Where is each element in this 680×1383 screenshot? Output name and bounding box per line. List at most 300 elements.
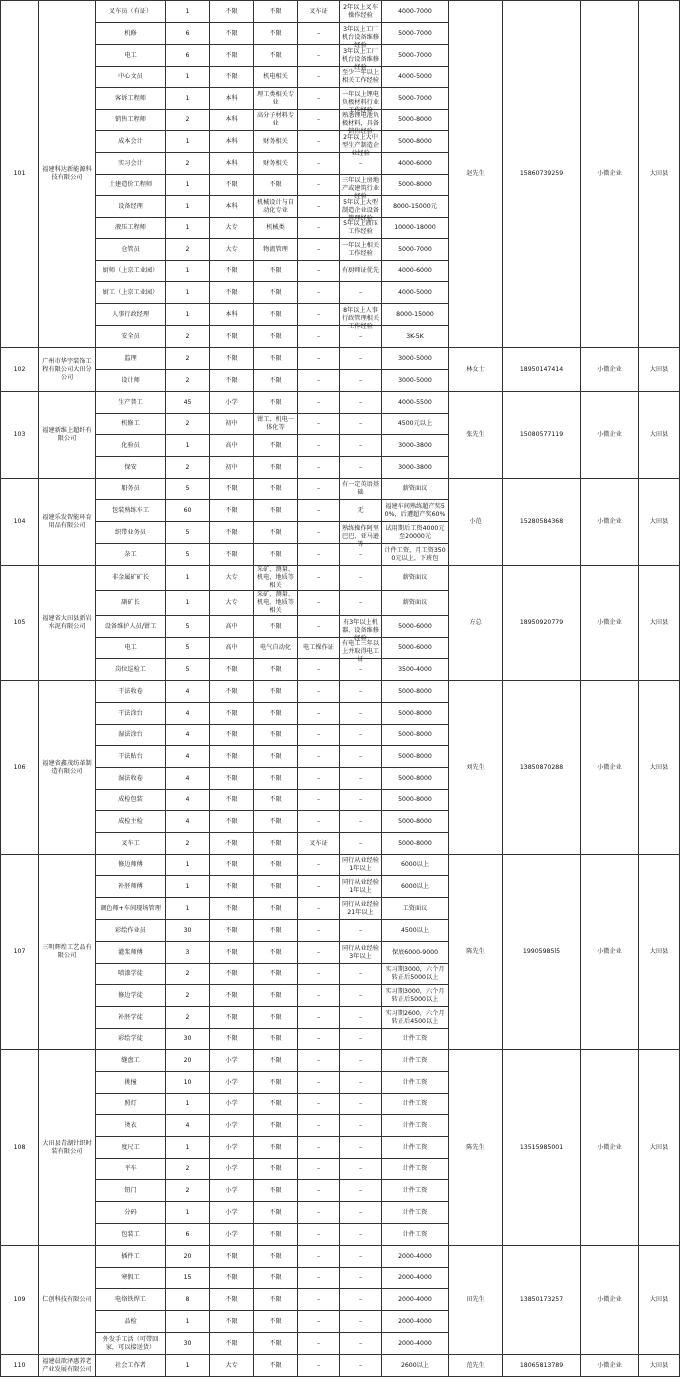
salary-text: 5000-8000 xyxy=(398,731,432,738)
experience-cell xyxy=(340,1007,382,1029)
salary-text: 5000-7000 xyxy=(398,51,432,59)
major-cell: 电气自动化 xyxy=(254,638,298,659)
headcount-cell: 20 xyxy=(166,1050,210,1072)
salary-text: 5000-7000 xyxy=(398,29,432,37)
company-name-cell: 三明辉煌工艺品有限公司 xyxy=(39,855,96,1050)
major-cell: 不限 xyxy=(254,964,298,985)
job-title-cell: 杂工 xyxy=(96,544,166,566)
company-name-cell: 仁创科技有限公司 xyxy=(39,1246,96,1355)
job-title-cell: 外发手工活（可带回家，可以接送货） xyxy=(96,1333,166,1355)
experience-text: – xyxy=(358,709,363,717)
experience-text: – xyxy=(358,687,363,695)
job-title-cell: 包装工 xyxy=(96,1224,166,1246)
enterprise-type-cell: 小微企业 xyxy=(581,392,639,479)
education-cell: 不限 xyxy=(210,768,254,790)
major-cell: 不限 xyxy=(254,1,298,23)
certificate-cell: – xyxy=(298,790,340,811)
experience-text: 3年以上工厂机台设备维修经验 xyxy=(341,47,380,71)
education-cell: 本科 xyxy=(210,131,254,153)
job-title-cell: 社会工作者 xyxy=(96,1355,166,1377)
certificate-cell: – xyxy=(298,1311,340,1333)
headcount-cell: 5 xyxy=(166,616,210,638)
salary-cell xyxy=(382,23,449,45)
table-row xyxy=(1,1,680,23)
headcount-cell: 5 xyxy=(166,479,210,500)
major-cell: 采矿、测量、机电、地质等相关 xyxy=(254,566,298,591)
job-title-cell: 织带业务员 xyxy=(96,522,166,544)
major-cell: 不限 xyxy=(254,457,298,479)
certificate-cell: – xyxy=(298,768,340,790)
table-row xyxy=(1,392,680,414)
headcount-cell: 2 xyxy=(166,1180,210,1202)
experience-cell xyxy=(340,131,382,157)
job-title-cell: 干法涂台 xyxy=(96,703,166,725)
experience-text: 有厨师证优先 xyxy=(341,267,380,274)
headcount-cell: 30 xyxy=(166,1029,210,1050)
education-cell: 大专 xyxy=(210,218,254,239)
experience-cell xyxy=(340,67,382,88)
headcount-cell: 2 xyxy=(166,348,210,370)
certificate-cell: – xyxy=(298,566,340,591)
certificate-cell: – xyxy=(298,153,340,175)
education-cell: 不限 xyxy=(210,746,254,768)
enterprise-type-cell: 小微企业 xyxy=(581,479,639,566)
headcount-cell: 1 xyxy=(166,261,210,282)
experience-text: – xyxy=(358,354,363,362)
salary-text: 计件工资 xyxy=(402,1230,428,1238)
major-cell: 机械类 xyxy=(254,218,298,239)
job-title-cell: 成检包装 xyxy=(96,790,166,811)
major-cell: 机电相关 xyxy=(254,67,298,88)
education-cell: 不限 xyxy=(210,1,254,23)
education-cell: 不限 xyxy=(210,985,254,1007)
certificate-cell: – xyxy=(298,746,340,768)
contact-phone-cell: 19905985l5 xyxy=(503,855,581,1050)
experience-cell xyxy=(340,1224,382,1246)
certificate-cell: – xyxy=(298,392,340,414)
education-cell: 不限 xyxy=(210,681,254,703)
job-title-cell: 保安 xyxy=(96,457,166,479)
experience-text: – xyxy=(358,1143,363,1151)
county-cell: 大田县 xyxy=(639,1,680,348)
experience-text: 一年以上锂电负极材料行业工作经验 xyxy=(341,90,380,114)
table-row xyxy=(1,855,680,876)
major-cell: 财务相关 xyxy=(254,153,298,175)
contact-phone-cell: 15280584368 xyxy=(503,479,581,566)
experience-text: – xyxy=(358,774,363,782)
salary-text: 10000-18000 xyxy=(394,224,436,231)
experience-text: – xyxy=(358,1165,363,1172)
major-cell: 不限 xyxy=(254,659,298,681)
certificate-cell: – xyxy=(298,703,340,725)
education-cell: 不限 xyxy=(210,659,254,681)
job-title-cell: 补胚学徒 xyxy=(96,1007,166,1029)
education-cell: 小学 xyxy=(210,1202,254,1224)
experience-text: – xyxy=(358,817,363,825)
table-row xyxy=(1,681,680,703)
salary-cell xyxy=(382,898,449,920)
contact-person-cell: 田先生 xyxy=(449,1246,503,1355)
experience-text: 熟悉锂电池负极材料，具备销售经验 xyxy=(341,112,380,135)
job-title-cell: 叉车工 xyxy=(96,833,166,855)
salary-text: 实习期3000，六个月转正后5000以上 xyxy=(385,966,445,981)
salary-text: 4000-6000 xyxy=(398,159,432,167)
experience-text: – xyxy=(358,1295,363,1303)
salary-cell xyxy=(382,175,449,196)
major-cell: 不限 xyxy=(254,175,298,196)
major-cell: 不限 xyxy=(254,1268,298,1289)
experience-cell xyxy=(340,1202,382,1224)
headcount-cell: 1 xyxy=(166,1202,210,1224)
contact-person-cell: 张先生 xyxy=(449,392,503,479)
certificate-cell: – xyxy=(298,348,340,370)
major-cell: 高分子材料专业 xyxy=(254,110,298,131)
salary-cell xyxy=(382,1246,449,1268)
experience-cell xyxy=(340,435,382,457)
education-cell: 小学 xyxy=(210,1137,254,1159)
headcount-cell: 1 xyxy=(166,282,210,304)
experience-cell xyxy=(340,282,382,304)
salary-cell xyxy=(382,544,449,566)
salary-cell xyxy=(382,1072,449,1094)
education-cell: 本科 xyxy=(210,196,254,218)
salary-cell xyxy=(382,370,449,392)
county-cell: 大田县 xyxy=(639,1355,680,1377)
job-title-cell: 修边师傅 xyxy=(96,855,166,876)
certificate-cell: – xyxy=(298,1202,340,1224)
major-cell: 不限 xyxy=(254,876,298,898)
job-title-cell: 机修工 xyxy=(96,414,166,435)
salary-cell xyxy=(382,261,449,282)
certificate-cell: – xyxy=(298,326,340,348)
experience-text: – xyxy=(358,1274,363,1281)
experience-cell xyxy=(340,1246,382,1268)
experience-cell xyxy=(340,725,382,746)
headcount-cell: 4 xyxy=(166,811,210,833)
salary-cell xyxy=(382,392,449,414)
certificate-cell: – xyxy=(298,1137,340,1159)
salary-text: 薪资面议 xyxy=(402,599,428,606)
contact-person-cell: 陈先生 xyxy=(449,1050,503,1246)
table-row xyxy=(1,1050,680,1072)
experience-text: – xyxy=(358,1035,363,1042)
headcount-cell: 6 xyxy=(166,1224,210,1246)
salary-cell xyxy=(382,566,449,591)
salary-cell xyxy=(382,638,449,659)
headcount-cell: 5 xyxy=(166,659,210,681)
contact-person-cell: 赵先生 xyxy=(449,1,503,348)
certificate-cell: 叉车证 xyxy=(298,1,340,23)
headcount-cell: 30 xyxy=(166,920,210,942)
headcount-cell: 4 xyxy=(166,1115,210,1137)
salary-cell xyxy=(382,1202,449,1224)
experience-text: – xyxy=(358,550,363,558)
experience-cell xyxy=(340,638,382,663)
major-cell: 不限 xyxy=(254,920,298,942)
certificate-cell: – xyxy=(298,1029,340,1050)
salary-cell xyxy=(382,1333,449,1355)
job-title-cell: 调色师+车间现场管理 xyxy=(96,898,166,920)
major-cell: 不限 xyxy=(254,725,298,746)
experience-cell xyxy=(340,920,382,942)
salary-text: 2000-4000 xyxy=(398,1295,432,1303)
salary-cell xyxy=(382,1311,449,1333)
table-row xyxy=(1,1355,680,1377)
experience-cell xyxy=(340,23,382,49)
job-title-cell: 品检 xyxy=(96,1311,166,1333)
headcount-cell: 4 xyxy=(166,703,210,725)
experience-cell xyxy=(340,1137,382,1159)
job-title-cell: 土建造价工程师 xyxy=(96,175,166,196)
major-cell: 不限 xyxy=(254,898,298,920)
major-cell: 不限 xyxy=(254,479,298,500)
job-title-cell: 喷漆学徒 xyxy=(96,964,166,985)
enterprise-type-cell: 小微企业 xyxy=(581,1050,639,1246)
salary-cell xyxy=(382,790,449,811)
education-cell: 小学 xyxy=(210,1224,254,1246)
salary-text: 5000-8000 xyxy=(398,796,432,803)
experience-text: – xyxy=(358,1317,363,1325)
major-cell: 不限 xyxy=(254,45,298,67)
education-cell: 不限 xyxy=(210,544,254,566)
salary-cell xyxy=(382,985,449,1007)
headcount-cell: 6 xyxy=(166,23,210,45)
certificate-cell: – xyxy=(298,23,340,45)
job-title-cell: 寒假工 xyxy=(96,1268,166,1289)
job-title-cell: 非金属矿矿长 xyxy=(96,566,166,591)
enterprise-type-cell: 小微企业 xyxy=(581,348,639,392)
headcount-cell: 2 xyxy=(166,414,210,435)
company-name-cell: 福建晨歆泽惠养老产业发展有限公司 xyxy=(39,1355,96,1377)
major-cell: 不限 xyxy=(254,392,298,414)
education-cell: 不限 xyxy=(210,964,254,985)
experience-text: 一年以上相关工作经验 xyxy=(341,241,380,257)
experience-cell xyxy=(340,942,382,964)
major-cell: 不限 xyxy=(254,1289,298,1311)
job-title-cell: 销售工程师 xyxy=(96,110,166,131)
certificate-cell: – xyxy=(298,479,340,500)
job-title-cell: 分码 xyxy=(96,1202,166,1224)
salary-text: 薪资面议 xyxy=(402,574,428,581)
salary-cell xyxy=(382,725,449,746)
experience-text: – xyxy=(358,1078,363,1086)
headcount-cell: 1 xyxy=(166,1311,210,1333)
headcount-cell: 2 xyxy=(166,153,210,175)
salary-cell xyxy=(382,659,449,681)
education-cell: 不限 xyxy=(210,1246,254,1268)
salary-text: 5000-8000 xyxy=(398,116,432,123)
headcount-cell: 1 xyxy=(166,1137,210,1159)
certificate-cell: – xyxy=(298,1094,340,1115)
major-cell: 不限 xyxy=(254,370,298,392)
experience-text: 3年以上工厂机台设备维修经验 xyxy=(341,25,380,49)
headcount-cell: 2 xyxy=(166,239,210,261)
certificate-cell: – xyxy=(298,725,340,746)
headcount-cell: 1 xyxy=(166,131,210,153)
headcount-cell: 2 xyxy=(166,326,210,348)
county-cell: 大田县 xyxy=(639,681,680,855)
salary-text: 计件工资 xyxy=(402,1078,428,1086)
major-cell: 不限 xyxy=(254,1180,298,1202)
major-cell: 财务相关 xyxy=(254,131,298,153)
headcount-cell: 20 xyxy=(166,1246,210,1268)
education-cell: 不限 xyxy=(210,282,254,304)
enterprise-type-cell: 小微企业 xyxy=(581,855,639,1050)
headcount-cell: 1 xyxy=(166,898,210,920)
salary-text: 3000-3800 xyxy=(398,463,432,471)
experience-cell xyxy=(340,88,382,114)
salary-text: 计件工资 xyxy=(402,1208,428,1216)
salary-text: 福建车间熟练超产奖50%，后遭超产奖60% xyxy=(384,502,446,518)
headcount-cell: 1 xyxy=(166,175,210,196)
headcount-cell: 1 xyxy=(166,67,210,88)
major-cell: 不限 xyxy=(254,1029,298,1050)
table-row xyxy=(1,1246,680,1268)
contact-phone-cell: 13850173257 xyxy=(503,1246,581,1355)
salary-cell xyxy=(382,304,449,326)
education-cell: 小学 xyxy=(210,1072,254,1094)
certificate-cell: – xyxy=(298,855,340,876)
salary-cell xyxy=(382,1094,449,1115)
salary-text: 5000-8000 xyxy=(398,687,432,695)
headcount-cell: 2 xyxy=(166,964,210,985)
salary-cell xyxy=(382,1029,449,1050)
salary-text: 2000-4000 xyxy=(398,1274,432,1281)
salary-text: 5000-7000 xyxy=(398,245,432,253)
job-title-cell: 液压工程师 xyxy=(96,218,166,239)
experience-text: – xyxy=(358,752,363,760)
experience-text: – xyxy=(358,731,363,738)
certificate-cell: – xyxy=(298,876,340,898)
job-title-cell: 照灯 xyxy=(96,1094,166,1115)
education-cell: 本科 xyxy=(210,110,254,131)
salary-cell xyxy=(382,681,449,703)
job-title-cell: 灌浆师傅 xyxy=(96,942,166,964)
education-cell: 初中 xyxy=(210,457,254,479)
salary-text: 3K-5K xyxy=(406,332,424,340)
certificate-cell: – xyxy=(298,261,340,282)
salary-text: 8000-15000元 xyxy=(393,202,437,210)
job-title-cell: 电工 xyxy=(96,638,166,659)
job-title-cell: 设备经理 xyxy=(96,196,166,218)
company-name-cell: 福建乐发智能环育用品有限公司 xyxy=(39,479,96,566)
company-number-cell: 107 xyxy=(1,855,39,1050)
education-cell: 高中 xyxy=(210,638,254,659)
education-cell: 不限 xyxy=(210,45,254,67)
major-cell: 不限 xyxy=(254,681,298,703)
experience-text: – xyxy=(358,398,363,406)
major-cell: 不限 xyxy=(254,616,298,638)
experience-cell xyxy=(340,239,382,261)
salary-cell xyxy=(382,196,449,218)
job-title-cell: 补胚师傅 xyxy=(96,876,166,898)
experience-text: – xyxy=(358,1339,363,1347)
experience-cell xyxy=(340,110,382,135)
salary-cell xyxy=(382,1115,449,1137)
experience-cell xyxy=(340,1115,382,1137)
certificate-cell: – xyxy=(298,920,340,942)
headcount-cell: 60 xyxy=(166,500,210,522)
salary-text: 4000-5500 xyxy=(398,398,432,406)
contact-person-cell: 范先生 xyxy=(449,1355,503,1377)
experience-cell xyxy=(340,304,382,330)
salary-cell xyxy=(382,153,449,175)
enterprise-type-cell: 小微企业 xyxy=(581,1246,639,1355)
experience-cell xyxy=(340,196,382,222)
certificate-cell: – xyxy=(298,457,340,479)
experience-text: – xyxy=(358,1056,363,1064)
major-cell: 不限 xyxy=(254,1311,298,1333)
salary-text: 5000-8000 xyxy=(398,181,432,188)
education-cell: 高中 xyxy=(210,435,254,457)
experience-cell xyxy=(340,522,382,548)
salary-cell xyxy=(382,855,449,876)
salary-cell xyxy=(382,616,449,638)
contact-phone-cell: 18065813789 xyxy=(503,1355,581,1377)
enterprise-type-cell: 小微企业 xyxy=(581,681,639,855)
education-cell: 不限 xyxy=(210,1289,254,1311)
certificate-cell: – xyxy=(298,1007,340,1029)
salary-text: 薪资面议 xyxy=(402,485,428,492)
education-cell: 本科 xyxy=(210,304,254,326)
experience-cell xyxy=(340,768,382,790)
major-cell: 机械设计与自动化专业 xyxy=(254,196,298,218)
experience-text: 同行从业经验1年以上 xyxy=(341,857,380,872)
job-title-cell: 度尺工 xyxy=(96,1137,166,1159)
headcount-cell: 4 xyxy=(166,681,210,703)
certificate-cell: – xyxy=(298,45,340,67)
company-name-cell: 福建新维上超纤有限公司 xyxy=(39,392,96,479)
education-cell: 高中 xyxy=(210,616,254,638)
experience-text: – xyxy=(358,1013,363,1021)
salary-cell xyxy=(382,876,449,898)
major-cell: 不限 xyxy=(254,522,298,544)
experience-cell xyxy=(340,45,382,71)
major-cell: 不限 xyxy=(254,942,298,964)
headcount-cell: 1 xyxy=(166,218,210,239)
certificate-cell: – xyxy=(298,1224,340,1246)
experience-cell xyxy=(340,746,382,768)
job-title-cell: 缝盘工 xyxy=(96,1050,166,1072)
certificate-cell: – xyxy=(298,544,340,566)
headcount-cell: 1 xyxy=(166,876,210,898)
salary-text: 计件工资 xyxy=(402,1035,428,1042)
job-title-cell: 彩绘学徒 xyxy=(96,1029,166,1050)
table-row xyxy=(1,348,680,370)
education-cell: 大专 xyxy=(210,1355,254,1377)
experience-cell xyxy=(340,855,382,876)
salary-text: 3000-3800 xyxy=(398,441,432,449)
company-number-cell: 106 xyxy=(1,681,39,855)
major-cell: 不限 xyxy=(254,1007,298,1029)
experience-cell xyxy=(340,218,382,239)
headcount-cell: 2 xyxy=(166,110,210,131)
company-name-cell: 福建省大田县新岩水泥有限公司 xyxy=(39,566,96,681)
education-cell: 不限 xyxy=(210,348,254,370)
job-title-cell: 电烙铁焊工 xyxy=(96,1289,166,1311)
salary-text: 保底6000-9000 xyxy=(391,948,439,956)
experience-cell xyxy=(340,1159,382,1180)
experience-text: – xyxy=(358,1100,363,1107)
certificate-cell: – xyxy=(298,681,340,703)
salary-text: 5000-8000 xyxy=(398,817,432,825)
county-cell: 大田县 xyxy=(639,566,680,681)
headcount-cell: 2 xyxy=(166,370,210,392)
education-cell: 本科 xyxy=(210,153,254,175)
education-cell: 不限 xyxy=(210,833,254,855)
salary-cell xyxy=(382,457,449,479)
experience-text: – xyxy=(358,926,363,934)
